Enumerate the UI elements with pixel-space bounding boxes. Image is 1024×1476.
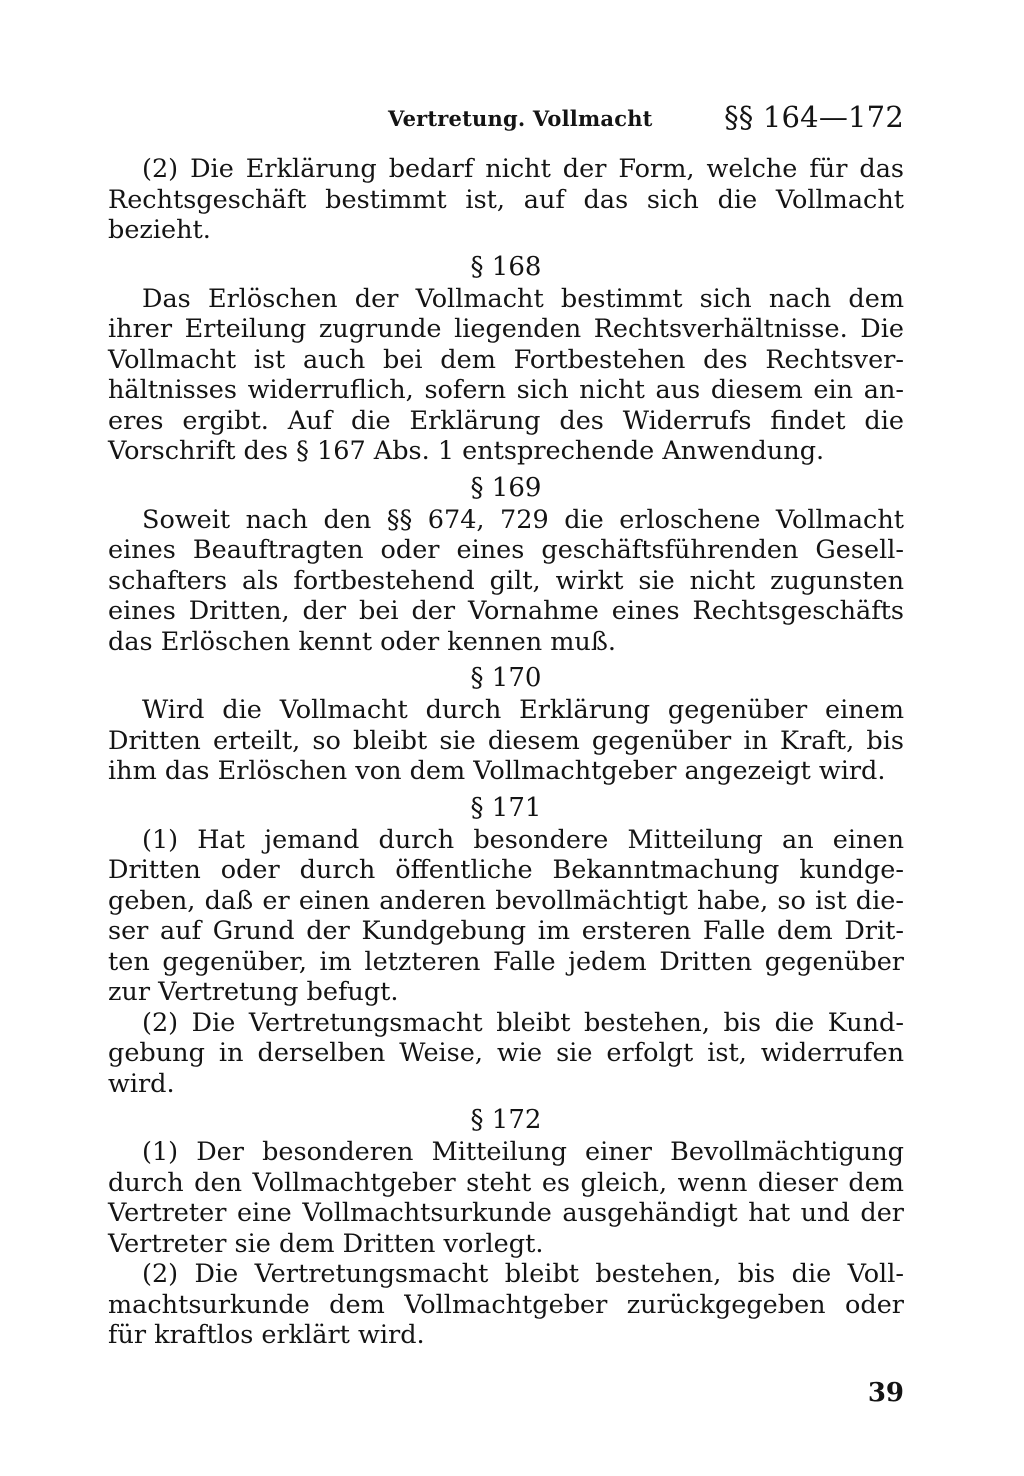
paragraph: Wird die Vollmacht durch Erklärung gegenüber einem Dritten erteilt, so bleibt sie diesem gegenüber in Kraft, bis ihm das Erlöschen von dem Vollmachtgeber angezeigt wird. [108, 695, 904, 786]
paragraph: (2) Die Erklärung bedarf nicht der Form, welche für das Rechtsgeschäft bestimmt ist, auf das sich die Vollmacht bezieht. [108, 154, 904, 245]
section-heading: § 171 [470, 792, 542, 823]
paragraph: (1) Hat jemand durch besondere Mitteilung an einen Dritten oder durch öffentliche Bekanntmachung kundgegeben, daß er einen anderen bevollmächtigt habe, so ist dieser auf Grund der Kundgebung im ersteren Falle dem Dritten gegenüber, im letzteren Falle jedem Dritten gegenüber zur Vertretung befugt. [108, 824, 904, 1007]
paragraph: Das Erlöschen der Vollmacht bestimmt sich nach dem ihrer Erteilung zugrunde liegenden Rechtsverhältnisse. Die Vollmacht ist auch bei dem Fortbestehen des Rechtsverhältnisses widerruflich, sofern sich nicht aus diesem ein aneres ergibt. Auf die Erklärung des Widerrufs findet die Vorschrift des § 167 Abs. 1 entsprechende Anwendung. [108, 283, 904, 466]
running-head-section-range: §§ 164—172 [724, 100, 904, 134]
section-heading: § 170 [470, 663, 542, 693]
running-head-title: Vertretung. Vollmacht [388, 106, 653, 131]
paragraph: Soweit nach den §§ 674, 729 die erloschene Vollmacht eines Beauftragten oder eines geschäftsführenden Gesellschafters als fortbestehend gilt, wirkt sie nicht zugunsten eines Dritten, der bei der Vornahme eines Rechtsgeschäfts das Erlöschen kennt oder kennen muß. [108, 504, 904, 657]
running-head [108, 100, 904, 140]
paragraph: (2) Die Vertretungsmacht bleibt bestehen, bis die Kundgebung in derselben Weise, wie sie erfolgt ist, widerrufen wird. [108, 1007, 904, 1099]
section-heading: § 172 [470, 1105, 542, 1135]
paragraph: (2) Die Vertretungsmacht bleibt bestehen, bis die Vollmachtsurkunde dem Vollmachtgeber zurückgegeben oder für kraftlos erklärt wird. [108, 1259, 904, 1350]
body-text [108, 154, 904, 1351]
section-heading: § 168 [470, 251, 542, 282]
paragraph: (1) Der besonderen Mitteilung einer Bevollmächtigung durch den Vollmachtgeber steht es gleich, wenn dieser dem Vertreter eine Vollmachtsurkunde ausgehändigt hat und der Vertreter sie dem Dritten vorlegt. [108, 1137, 904, 1259]
page-number: 39 [867, 1378, 904, 1408]
section-heading: § 169 [470, 472, 542, 503]
